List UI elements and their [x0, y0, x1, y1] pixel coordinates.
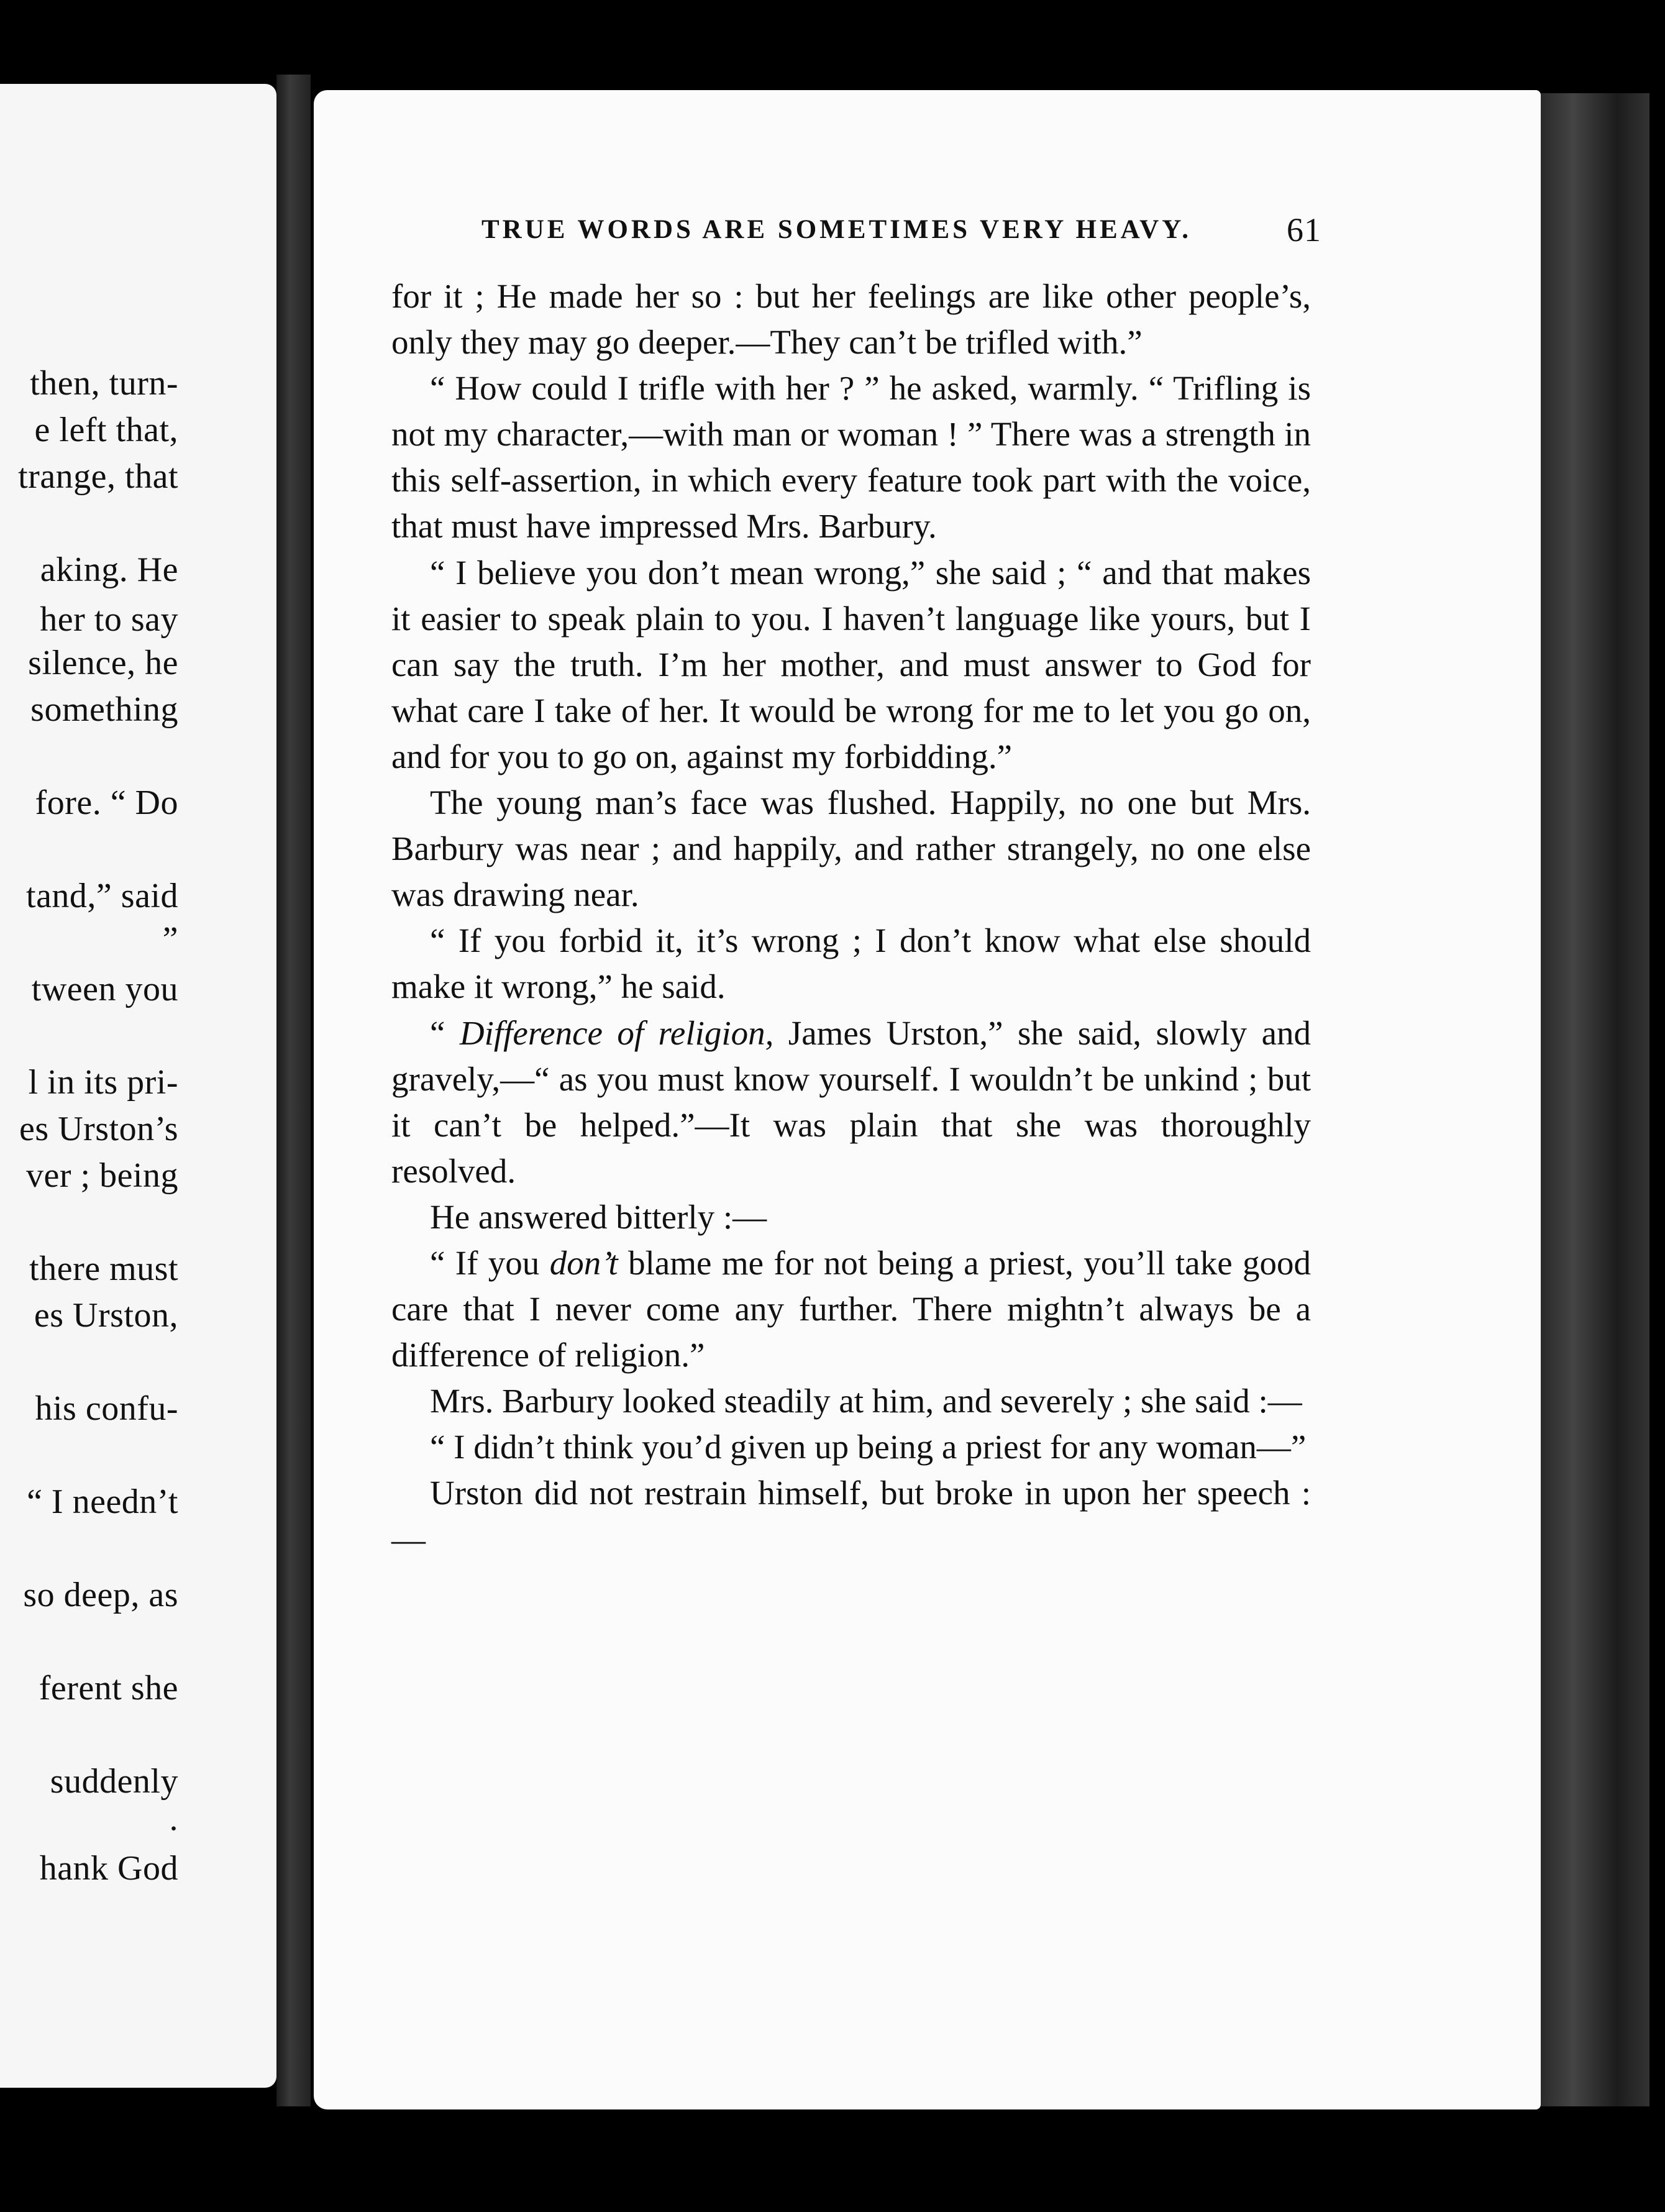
- facing-line: his confu-: [35, 1389, 178, 1428]
- facing-line: es Urston’s: [19, 1110, 178, 1148]
- paragraph: [391, 1010, 1311, 1194]
- paragraph: The young man’s face was flushed. Happily, no one but Mrs. Barbury was near ; and happily, and rather strangely, no one else was drawing near.: [391, 784, 1311, 914]
- facing-line: aking. He: [40, 551, 178, 589]
- facing-line: ver ; being: [26, 1156, 178, 1195]
- facing-line: ferent she: [39, 1669, 178, 1707]
- paragraph: Mrs. Barbury looked steadily at him, and severely ; she said :—: [430, 1382, 1302, 1420]
- paragraph-text: “: [430, 1013, 460, 1052]
- page-number: 61: [1287, 211, 1321, 249]
- paragraph: “ I believe you don’t mean wrong,” she said ; “ and that makes it easier to speak plain to you. I haven’t language like yours, but I can say the truth. I’m her mother, and must answer to God for what care I take of her. It would be wrong for me to let you go on, and for you to go on, against my forbidding.”: [391, 553, 1311, 775]
- running-title: TRUE WORDS ARE SOMETIMES VERY HEAVY.: [481, 215, 1192, 244]
- facing-line: trange, that: [18, 457, 178, 496]
- facing-line: tween you: [31, 970, 178, 1008]
- paragraph-text: “ If you: [430, 1243, 550, 1282]
- facing-line: .: [169, 1799, 178, 1838]
- facing-line: silence, he: [28, 644, 178, 682]
- facing-line: es Urston,: [34, 1296, 178, 1335]
- facing-line: there must: [29, 1250, 178, 1288]
- facing-page-text: [0, 84, 276, 2088]
- facing-line: her to say: [40, 600, 178, 639]
- facing-page-left: [0, 84, 276, 2088]
- facing-line: tand,” said: [26, 877, 178, 915]
- paragraph-text: blame me for not being a priest, you’ll take good care that I never come any further. There mightn’t always be a difference of religion.”: [391, 1243, 1311, 1374]
- italic-phrase: Difference of religion,: [459, 1013, 774, 1052]
- paragraph: Urston did not restrain himself, but broke in upon her speech :—: [391, 1474, 1311, 1558]
- facing-line: fore. “ Do: [35, 784, 178, 822]
- facing-line: l in its pri-: [28, 1063, 178, 1102]
- facing-line: hank God: [39, 1849, 178, 1888]
- paragraph: “ I didn’t think you’d given up being a priest for any woman—”: [430, 1428, 1307, 1466]
- facing-line: something: [30, 690, 178, 729]
- body-text: [391, 273, 1311, 1563]
- paragraph: “ If you forbid it, it’s wrong ; I don’t know what else should make it wrong,” he said.: [391, 921, 1311, 1006]
- facing-line: “ I needn’t: [27, 1483, 178, 1521]
- facing-line: then, turn-: [30, 364, 178, 403]
- book-spine-shadow: [276, 75, 311, 2106]
- paragraph: [391, 1240, 1311, 1378]
- facing-line: e left that,: [34, 411, 178, 449]
- paragraph: “ How could I trifle with her ? ” he asked, warmly. “ Trifling is not my character,—with man or woman ! ” There was a strength in this self-assertion, in which every feature took part with the voice, that must have impressed Mrs. Barbury.: [391, 369, 1311, 546]
- facing-line: suddenly: [50, 1762, 178, 1801]
- italic-word: don’t: [549, 1243, 618, 1282]
- facing-line: ”: [162, 920, 178, 959]
- facing-line: so deep, as: [23, 1576, 178, 1614]
- paragraph-text: James Urston,” she said, slowly and gravely,—“ as you must know yourself. I wouldn’t be unkind ; but it can’t be helped.”—It was plain that she was thoroughly resolved.: [391, 1013, 1311, 1190]
- page-edges: [1541, 93, 1649, 2106]
- paragraph: for it ; He made her so : but her feelings are like other people’s, only they may go deeper.—They can’t be trifled with.”: [391, 277, 1311, 362]
- paragraph: He answered bitterly :—: [430, 1197, 767, 1236]
- running-header: [481, 211, 1321, 249]
